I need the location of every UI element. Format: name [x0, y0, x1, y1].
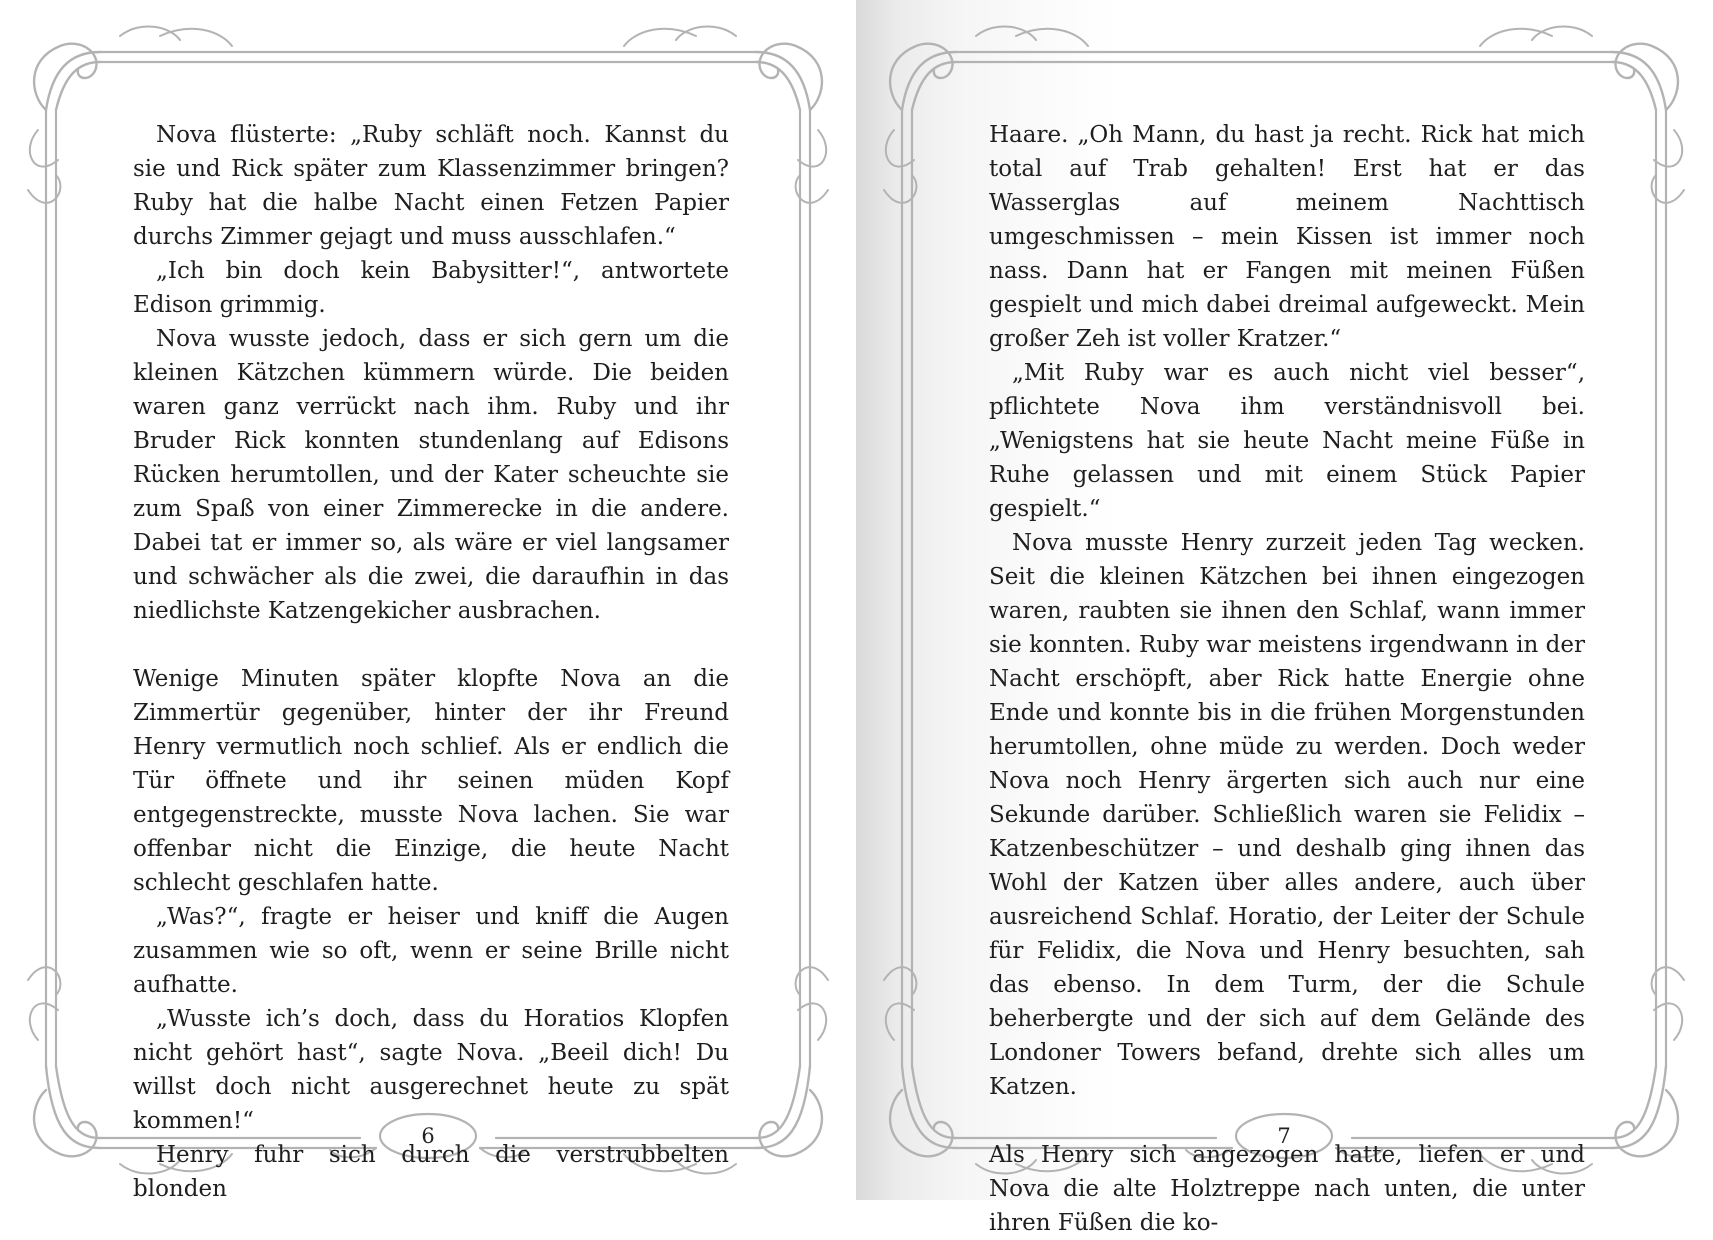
page-number: 7 — [1277, 1124, 1291, 1148]
corner-scroll-bl — [890, 1066, 956, 1156]
corner-scroll-tl — [890, 44, 956, 110]
paragraph: Henry fuhr sich durch die verstrubbelten blonden — [133, 1142, 729, 1202]
corner-scroll-bl — [34, 1066, 100, 1156]
right-page — [856, 0, 1713, 1236]
corner-scroll-tl — [34, 44, 100, 110]
paragraph: Nova musste Henry zurzeit jeden Tag wecken. Seit die kleinen Kätzchen bei ihnen eingezogen waren, raubten sie ihnen den Schlaf, wann immer sie konnten. Ruby war meistens irgendwann in der Nacht erschöpft, aber Rick hatte Energie ohne Ende und konnte bis in die frühen Morgenstunden herumtollen, ohne müde zu werden. Doch weder Nova noch Henry ärgerten sich auch nur eine Sekunde darüber. Schließlich waren sie Felidix – Katzenbeschützer – und deshalb ging ihnen das Wohl der Katzen über alles andere, auch über ausreichend Schlaf. Horatio, der Leiter der Schule für Felidix, die Nova und Henry besuchten, sah das ebenso. In dem Turm, der die Schule beherbergte und der sich auf dem Gelände des Londoner Towers befand, drehte sich alles um Katzen. — [989, 530, 1585, 1100]
right-page-text — [989, 118, 1585, 1240]
paragraph: Nova wusste jedoch, dass er sich gern um die kleinen Kätzchen kümmern würde. Die beiden waren ganz verrückt nach ihm. Ruby und ihr Bruder Rick konnten stundenlang auf Edisons Rücken herumtollen, und der Kater scheuchte sie zum Spaß von einer Zimmerecke in die andere. Dabei tat er immer so, als wäre er viel langsamer und schwächer als die zwei, die daraufhin in das niedlichste Katzengekicher ausbrachen. — [133, 326, 729, 624]
paragraph: „Mit Ruby war es auch nicht viel besser“, pflichtete Nova ihm verständnisvoll bei. „Wenigstens hat sie heute Nacht meine Füße in Ruhe gelassen und mit einem Stück Papier gespielt.“ — [989, 360, 1585, 522]
corner-scroll-br — [756, 1066, 822, 1156]
left-page-text — [133, 118, 729, 1206]
paragraph: Wenige Minuten später klopfte Nova an die Zimmertür gegenüber, hinter der ihr Freund Henry vermutlich noch schlief. Als er endlich die Tür öffnete und ihr seinen müden Kopf entgegenstreckte, musste Nova lachen. Sie war offenbar nicht die Einzige, die heute Nacht schlecht geschlafen hatte. — [133, 666, 729, 896]
paragraph: Nova flüsterte: „Ruby schläft noch. Kannst du sie und Rick später zum Klassenzimmer bringen? Ruby hat die halbe Nacht einen Fetzen Papier durchs Zimmer gejagt und muss ausschlafen.“ — [133, 122, 729, 250]
corner-scroll-br — [1612, 1066, 1678, 1156]
paragraph: „Ich bin doch kein Babysitter!“, antwortete Edison grimmig. — [133, 258, 729, 318]
paragraph: „Wusste ich’s doch, dass du Horatios Klopfen nicht gehört hast“, sagte Nova. „Beeil dich! Du willst doch nicht ausgerechnet heute zu spät kommen!“ — [133, 1006, 729, 1134]
corner-scroll-tr — [1612, 44, 1678, 110]
paragraph: Haare. „Oh Mann, du hast ja recht. Rick hat mich total auf Trab gehalten! Erst hat er das Wasserglas auf meinem Nachttisch umgeschmissen – mein Kissen ist immer noch nass. Dann hat er Fangen mit meinen Füßen gespielt und mich dabei dreimal aufgeweckt. Mein großer Zeh ist voller Kratzer.“ — [989, 122, 1585, 352]
corner-scroll-tr — [756, 44, 822, 110]
paragraph: Als Henry sich angezogen hatte, liefen er und Nova die alte Holztreppe nach unten, die unter ihren Füßen die ko- — [989, 1142, 1585, 1236]
left-page — [0, 0, 856, 1200]
paragraph: „Was?“, fragte er heiser und kniff die Augen zusammen wie so oft, wenn er seine Brille nicht aufhatte. — [133, 904, 729, 998]
page-number: 6 — [421, 1124, 435, 1148]
